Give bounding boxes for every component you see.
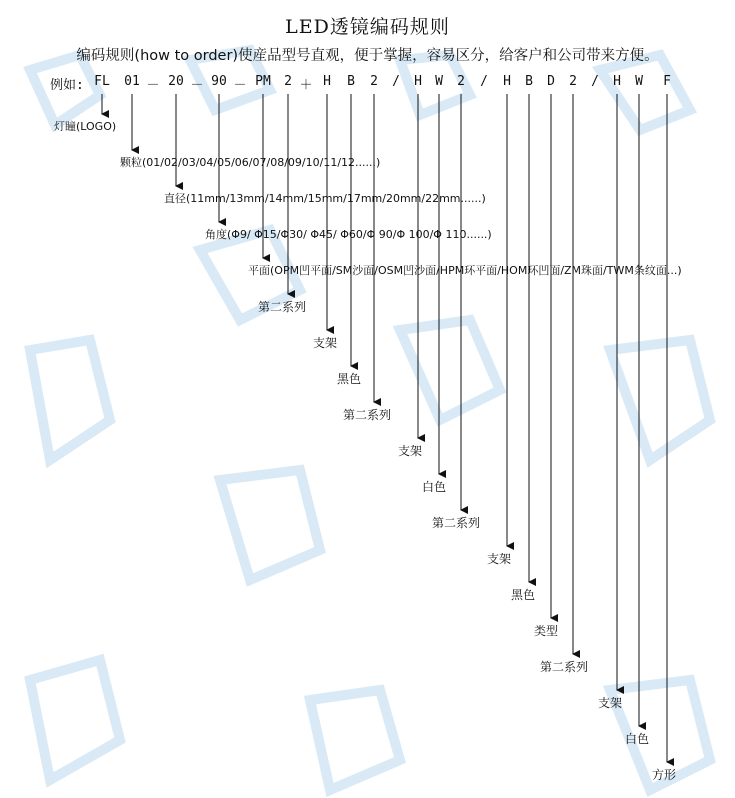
code-segment: 01 — [124, 74, 140, 89]
code-segment: ＋ — [299, 78, 313, 93]
code-segment: B — [525, 74, 533, 89]
code-segment: W — [635, 74, 643, 89]
code-segment: － — [146, 78, 160, 93]
desc-black: 黑色 — [511, 588, 536, 602]
code-segment: / — [392, 74, 400, 89]
code-segment: W — [435, 74, 443, 89]
desc-square: 方形 — [652, 768, 677, 782]
desc-type: 类型 — [534, 624, 559, 638]
page-subtitle: 编码规则(how to order)使産品型号直观，便于掌握，容易区分，给客户和公司带来方便。 — [76, 48, 659, 64]
code-segment: 2 — [370, 74, 378, 89]
code-segment: H — [613, 74, 621, 89]
desc-angle: 角度(Φ9/ Φ15/Φ30/ Φ45/ Φ60/Φ 90/Φ 100/Φ 110......) — [205, 228, 492, 241]
code-segment: H — [414, 74, 422, 89]
desc-black: 黑色 — [337, 372, 362, 386]
desc-bracket: 支架 — [398, 444, 423, 458]
desc-logo: 灯瞳(LOGO) — [54, 120, 117, 133]
code-segment: D — [547, 74, 555, 89]
code-segment: H — [323, 74, 331, 89]
code-segment: / — [591, 74, 599, 89]
code-segment: F — [663, 74, 671, 89]
code-segment: 90 — [211, 74, 227, 89]
code-segment: 2 — [457, 74, 465, 89]
code-segment: FL — [94, 74, 110, 89]
code-segment: － — [233, 78, 247, 93]
code-segment: H — [503, 74, 511, 89]
code-segment: － — [190, 78, 204, 93]
code-segment: / — [480, 74, 488, 89]
code-segment: 2 — [284, 74, 292, 89]
code-segment: 2 — [569, 74, 577, 89]
desc-series2: 第二系列 — [343, 408, 392, 422]
desc-series2: 第二系列 — [432, 516, 481, 530]
desc-white: 白色 — [422, 480, 447, 494]
code-segment: PM — [255, 74, 271, 89]
desc-bracket: 支架 — [487, 552, 512, 566]
desc-bracket: 支架 — [313, 336, 338, 350]
desc-series2: 第二系列 — [540, 660, 589, 674]
desc-series2: 第二系列 — [258, 300, 307, 314]
desc-white: 白色 — [625, 732, 650, 746]
desc-particle: 颗粒(01/02/03/04/05/06/07/08/09/10/11/12......) — [120, 156, 381, 169]
code-segment: 20 — [168, 74, 184, 89]
example-label: 例如: — [50, 78, 84, 93]
desc-diameter: 直径(11mm/13mm/14mm/15mm/17mm/20mm/22mm......) — [164, 192, 486, 205]
desc-bracket: 支架 — [598, 696, 623, 710]
page-title: LED透镜编码规则 — [285, 16, 450, 38]
desc-surface: 平面(OPM凹平面/SM沙面/OSM凹沙面/HPM环平面/HOM环凹面/ZM珠面/TWM条纹面...) — [248, 264, 682, 277]
code-segment: B — [347, 74, 355, 89]
